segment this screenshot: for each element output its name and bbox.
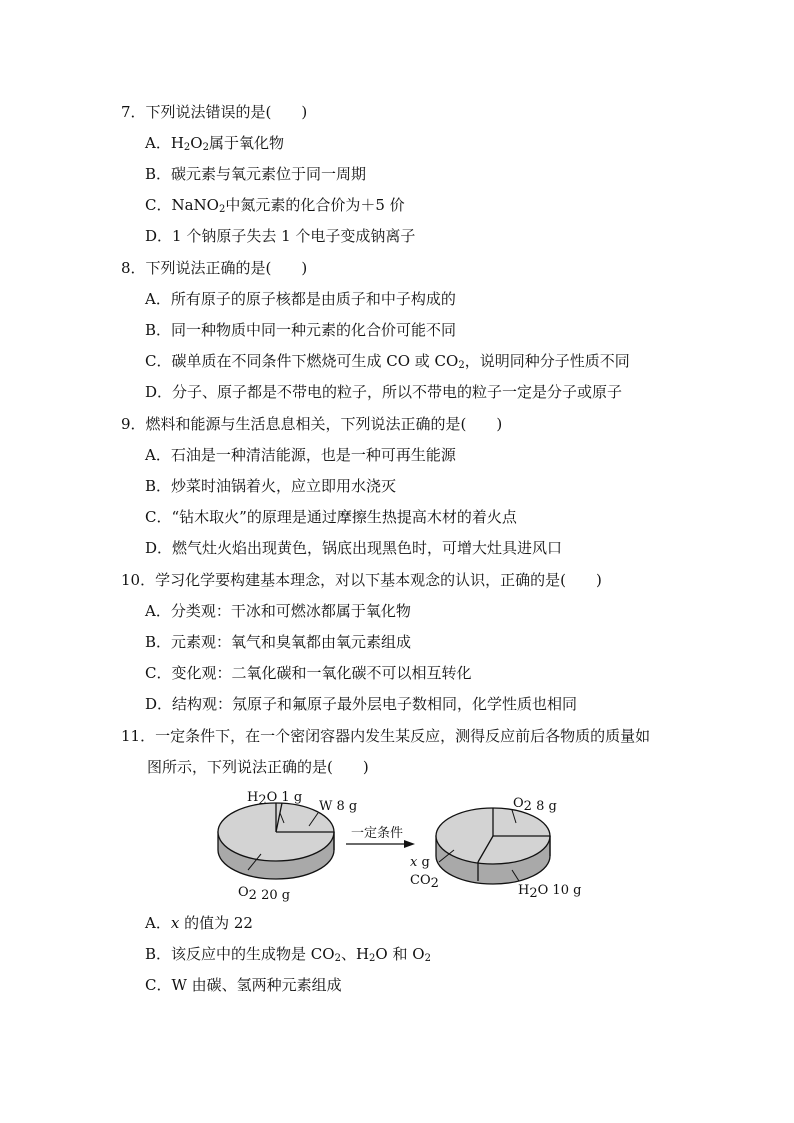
q7-option-c: C．NaNO$_2$中氮元素的化合价为＋5 价 [145, 196, 405, 215]
q10-option-d: D．结构观：氖原子和氟原子最外层电子数相同，化学性质也相同 [145, 695, 578, 713]
q9-option-b: B．炒菜时油锅着火，应立即用水浇灭 [145, 477, 397, 495]
q8-option-c: C．碳单质在不同条件下燃烧可生成 CO 或 $CO_2$，说明同种分子性质不同 [145, 352, 630, 371]
q11-stem-line2: 图所示，下列说法正确的是( ) [147, 758, 369, 776]
q8-option-b: B．同一种物质中同一种元素的化合价可能不同 [145, 321, 457, 339]
q11-option-b: B．该反应中的生成物是 $CO_2$、$H_2O$ 和 $O_2$ [145, 945, 431, 964]
q9-option-c: C．“钻木取火”的原理是通过摩擦生热提高木材的着火点 [145, 508, 517, 526]
q9-option-a: A．石油是一种清洁能源，也是一种可再生能源 [145, 446, 456, 464]
label-x-g: x g [410, 855, 430, 870]
pie-before [218, 803, 334, 879]
label-h2o-before: H2O 1 g [247, 790, 303, 808]
label-co2-after: CO2 [410, 873, 439, 891]
q10-option-b: B．元素观：氧气和臭氧都由氧元素组成 [145, 633, 412, 651]
label-o2-after: O2 8 g [513, 796, 557, 814]
q9-stem: 9．燃料和能源与生活息息相关，下列说法正确的是( ) [121, 415, 503, 433]
q9-option-d: D．燃气灶火焰出现黄色，锅底出现黑色时，可增大灶具进风口 [145, 539, 563, 557]
q11-pie-figure [210, 780, 590, 902]
q7-option-d: D．1 个钠原子失去 1 个电子变成钠离子 [145, 227, 416, 245]
label-w-before: W 8 g [319, 799, 358, 814]
q7-option-b: B．碳元素与氧元素位于同一周期 [145, 165, 367, 183]
reaction-pie-charts [210, 780, 590, 902]
arrow-condition-label: 一定条件 [351, 826, 404, 841]
q10-stem: 10．学习化学要构建基本理念，对以下基本观念的认识，正确的是( ) [121, 571, 602, 589]
q11-option-c: C．W 由碳、氢两种元素组成 [145, 976, 342, 994]
q10-option-a: A．分类观：干冰和可燃冰都属于氧化物 [145, 602, 411, 620]
q8-option-d: D．分子、原子都是不带电的粒子，所以不带电的粒子一定是分子或原子 [145, 383, 623, 401]
label-o2-before: O2 20 g [238, 885, 291, 902]
q7-stem: 7．下列说法错误的是( ) [121, 103, 308, 121]
label-h2o-after: H2O 10 g [518, 883, 582, 901]
q8-option-a: A．所有原子的原子核都是由质子和中子构成的 [145, 290, 456, 308]
q8-stem: 8．下列说法正确的是( ) [121, 259, 308, 277]
q11-option-a: A．x 的值为 22 [145, 914, 253, 932]
q10-option-c: C．变化观：二氧化碳和一氧化碳不可以相互转化 [145, 664, 472, 682]
reaction-arrow [346, 840, 415, 848]
q7-option-a: A．$H_2O_2$属于氧化物 [145, 134, 284, 153]
q11-stem-line1: 11．一定条件下，在一个密闭容器内发生某反应，测得反应前后各物质的质量如 [121, 727, 651, 745]
pie-after [436, 808, 550, 884]
